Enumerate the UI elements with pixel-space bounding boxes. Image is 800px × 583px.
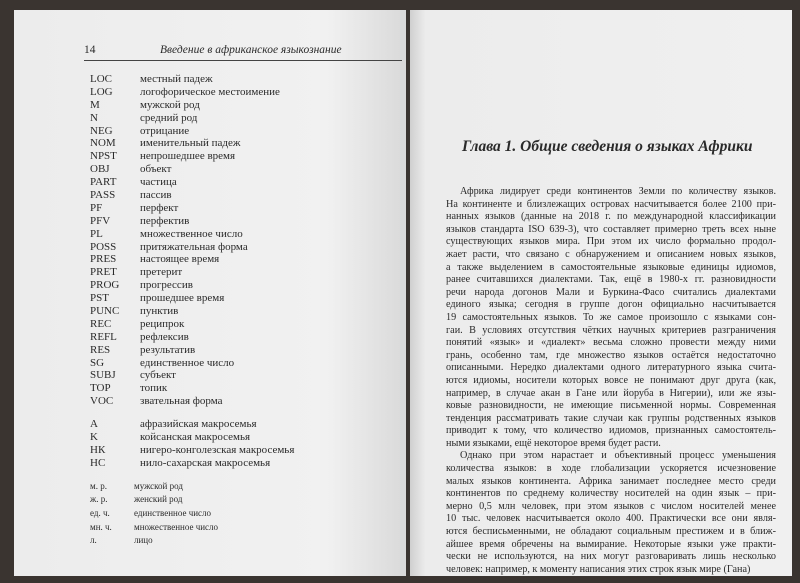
text-line: ются идиомы, носители которых вовсе не понимают друг друга (как,	[446, 374, 776, 386]
abbreviation-row	[90, 507, 390, 521]
abbreviation-term: LOC	[90, 73, 112, 85]
abbreviation-meaning: пунктив	[140, 305, 179, 318]
chapter-body-text	[446, 186, 776, 576]
abbreviation-row	[90, 344, 390, 357]
abbreviation-meaning: единственное число	[140, 356, 235, 369]
abbreviation-meaning: единственное число	[134, 507, 212, 518]
chapter-title: Глава 1. Общие сведения о языках Африки	[462, 138, 753, 155]
abbreviation-term: PST	[90, 292, 109, 305]
abbreviation-row	[90, 150, 390, 163]
abbreviation-meaning: объект	[140, 163, 172, 176]
abbreviation-term: PASS	[90, 189, 116, 202]
abbreviation-row	[90, 418, 390, 431]
abbreviation-list-grammatical	[90, 73, 390, 408]
text-line: На континенте и близлежащих островах насчитывается более 2100 при-	[446, 198, 776, 210]
abbreviation-meaning: женский род	[134, 494, 183, 505]
right-page	[410, 10, 792, 576]
abbreviation-meaning: субъект	[140, 369, 176, 382]
abbreviation-row	[90, 331, 390, 344]
abbreviation-row	[90, 112, 390, 125]
abbreviation-meaning: непрошедшее время	[140, 150, 236, 163]
abbreviation-meaning: афразийская макросемья	[140, 418, 257, 431]
abbreviation-term: ж. р.	[90, 494, 108, 505]
abbreviation-row	[90, 431, 390, 444]
text-line: существующих языков мира. При этом их число формально продол-	[446, 236, 776, 248]
abbreviation-term: л.	[90, 535, 97, 546]
abbreviation-meaning: звательная форма	[140, 395, 223, 408]
abbreviation-meaning: нигеро-конголезская макросемья	[140, 443, 295, 456]
abbreviation-term: TOP	[90, 382, 111, 395]
text-line: жает расти, что связано с обнаружением и описанием новых языков,	[446, 248, 776, 260]
abbreviation-term: SG	[90, 356, 105, 369]
abbreviation-term: POSS	[90, 240, 117, 253]
abbreviation-row	[90, 189, 390, 202]
text-line: айшее время обречены на вымирание. Некоторые языки уже практи-	[446, 538, 776, 550]
text-line: малых языков континента. Африка занимает последнее место среди	[446, 475, 776, 487]
text-line: грань, особенно там, где множество языков остаётся недостаточно	[446, 349, 776, 361]
abbreviation-row	[90, 318, 390, 331]
abbreviation-row	[90, 480, 390, 494]
abbreviation-meaning: логофорическое местоимение	[140, 85, 280, 98]
abbreviation-row	[90, 395, 390, 408]
abbreviation-term: A	[90, 418, 98, 431]
text-line: тенденция рассматривать такие случаи как группы родственных языков	[446, 412, 776, 424]
abbreviation-term: НК	[90, 443, 106, 456]
abbreviation-row	[90, 176, 390, 189]
abbreviation-term: PART	[90, 176, 117, 189]
text-line: речи народа догонов Мали и Буркина-Фасо считались диалектами	[446, 286, 776, 298]
abbreviation-term: OBJ	[90, 163, 110, 176]
abbreviation-meaning: отрицание	[140, 124, 190, 137]
abbreviation-term: RES	[90, 343, 111, 356]
text-line: гаи. В условиях отсутствия чётких научных критериев разграничения	[446, 324, 776, 336]
text-line: континентов по среднему количеству носителей на один язык – при-	[446, 488, 776, 500]
abbreviation-row	[90, 241, 390, 254]
abbreviation-term: M	[90, 98, 100, 111]
abbreviation-meaning: множественное число	[140, 227, 243, 240]
abbreviation-row	[90, 279, 390, 292]
abbreviation-row	[90, 357, 390, 370]
abbreviation-row	[90, 202, 390, 215]
abbreviation-meaning: топик	[140, 382, 168, 395]
text-line: языков стандарта ISO 639-3), что составляет примерно треть всех ныне	[446, 223, 776, 235]
text-line: приводит к тому, что количество идиомов, признанных самостоятель-	[446, 425, 776, 437]
abbreviation-row	[90, 305, 390, 318]
abbreviation-term: PRET	[90, 266, 117, 279]
page-number: 14	[84, 44, 96, 56]
abbreviation-term: НС	[90, 456, 106, 469]
abbreviation-meaning: перфект	[140, 201, 179, 214]
abbreviation-meaning: прогрессив	[140, 279, 193, 292]
text-line: например, в случае акан в Гане или йоруба в Нигерии), или же язы-	[446, 387, 776, 399]
abbreviation-meaning: прошедшее время	[140, 292, 225, 305]
running-header	[84, 44, 402, 61]
abbreviation-meaning: претерит	[140, 266, 183, 279]
abbreviation-row	[90, 444, 390, 457]
abbreviation-meaning: притяжательная форма	[140, 240, 248, 253]
abbreviation-term: K	[90, 431, 98, 444]
text-line: человек: например, к моменту написания этих строк язык мире (Гана)	[446, 563, 751, 575]
abbreviation-meaning: средний род	[140, 111, 198, 124]
text-line: ются бесписьменными, не обладают социальным престижем и в ближ-	[446, 526, 776, 538]
abbreviation-row	[90, 163, 390, 176]
abbreviation-term: PL	[90, 227, 103, 240]
text-line: ными языками, ещё некоторое время будет расти.	[446, 437, 661, 449]
text-line: мерно 0,5 млн человек, при этом языков с числом носителей менее	[446, 500, 776, 512]
abbreviation-row	[90, 521, 390, 535]
abbreviation-term: NEG	[90, 124, 113, 137]
abbreviation-term: PROG	[90, 279, 120, 292]
abbreviation-row	[90, 382, 390, 395]
left-page	[14, 10, 406, 576]
abbreviation-meaning: мужской род	[140, 98, 200, 111]
abbreviation-term: PRES	[90, 253, 117, 266]
abbreviation-term: ед. ч.	[90, 507, 110, 518]
abbreviation-row	[90, 228, 390, 241]
abbreviation-meaning: именительный падеж	[140, 137, 241, 150]
abbreviation-row	[90, 369, 390, 382]
text-line: чески не используются, на них могут разговаривать лишь несколько	[446, 551, 776, 563]
text-line: нанных языков (данные на 2018 г. по международной классификации	[446, 211, 776, 223]
abbreviation-row	[90, 137, 390, 150]
abbreviation-term: VOC	[90, 395, 114, 408]
abbreviation-meaning: местный падеж	[140, 73, 213, 85]
text-line: Однако при этом нарастает и объективный процесс уменьшения	[460, 450, 776, 462]
abbreviation-meaning: перфектив	[140, 214, 190, 227]
abbreviation-row	[90, 493, 390, 507]
abbreviation-meaning: реципрок	[140, 317, 185, 330]
abbreviation-meaning: лицо	[134, 535, 153, 546]
running-title: Введение в африканское языкознание	[160, 44, 342, 56]
abbreviation-term: REFL	[90, 330, 117, 343]
abbreviation-row	[90, 73, 390, 86]
abbreviation-term: N	[90, 111, 98, 124]
text-line: Африка лидирует среди континентов Земли по количеству языков.	[460, 186, 776, 197]
text-line: количества языков: в ходе глобализации ускоряется исчезновение	[446, 463, 776, 475]
abbreviation-row	[90, 215, 390, 228]
text-line: ранее считавшихся диалектами. Так, ещё в 1980-х гг. разновидности	[446, 274, 776, 286]
text-line: 10 тыс. человек насчитывается около 400. Практически все они явля-	[446, 513, 776, 525]
abbreviation-term: NPST	[90, 150, 117, 163]
text-line: 19 самостоятельных языков. То же самое произошло с языками сон-	[446, 311, 776, 323]
abbreviation-meaning: частица	[140, 176, 177, 189]
abbreviation-row	[90, 534, 390, 548]
abbreviation-term: REC	[90, 317, 112, 330]
abbreviation-list-russian	[90, 480, 390, 548]
abbreviation-meaning: койсанская макросемья	[140, 431, 251, 444]
text-line: описанными. Нередко диалектами одного литературного языка счита-	[446, 362, 776, 374]
abbreviation-list-macrofamilies	[90, 418, 390, 470]
abbreviation-row	[90, 292, 390, 305]
abbreviation-term: мн. ч.	[90, 521, 112, 532]
abbreviation-term: PF	[90, 201, 103, 214]
abbreviation-meaning: нило-сахарская макросемья	[140, 456, 271, 469]
abbreviation-meaning: рефлексив	[140, 330, 189, 343]
abbreviation-row	[90, 99, 390, 112]
abbreviation-term: NOM	[90, 137, 116, 150]
abbreviation-term: PUNC	[90, 305, 120, 318]
abbreviation-meaning: пассив	[140, 189, 172, 202]
abbreviation-meaning: настоящее время	[140, 253, 220, 266]
abbreviation-row	[90, 125, 390, 138]
text-line: а также выделением в самостоятельные языковые единицы идиомов,	[446, 261, 776, 273]
text-line: единого языка; сегодня в группе догон официально насчитывается	[446, 299, 776, 311]
text-line: ковые разновидности, не имеющие письменной нормы. Современная	[446, 400, 776, 412]
abbreviation-meaning: множественное число	[134, 521, 219, 532]
abbreviation-term: LOG	[90, 85, 113, 98]
abbreviation-meaning: результатив	[140, 343, 196, 356]
abbreviation-term: SUBJ	[90, 369, 116, 382]
abbreviation-row	[90, 457, 390, 470]
abbreviation-row	[90, 266, 390, 279]
abbreviation-row	[90, 86, 390, 99]
text-line: понятий «язык» и «диалект» весьма сложно провести между ними	[446, 337, 776, 349]
abbreviation-row	[90, 253, 390, 266]
abbreviation-meaning: мужской род	[134, 480, 183, 491]
abbreviation-term: м. р.	[90, 480, 107, 491]
abbreviation-list	[90, 73, 390, 548]
abbreviation-term: PFV	[90, 214, 111, 227]
